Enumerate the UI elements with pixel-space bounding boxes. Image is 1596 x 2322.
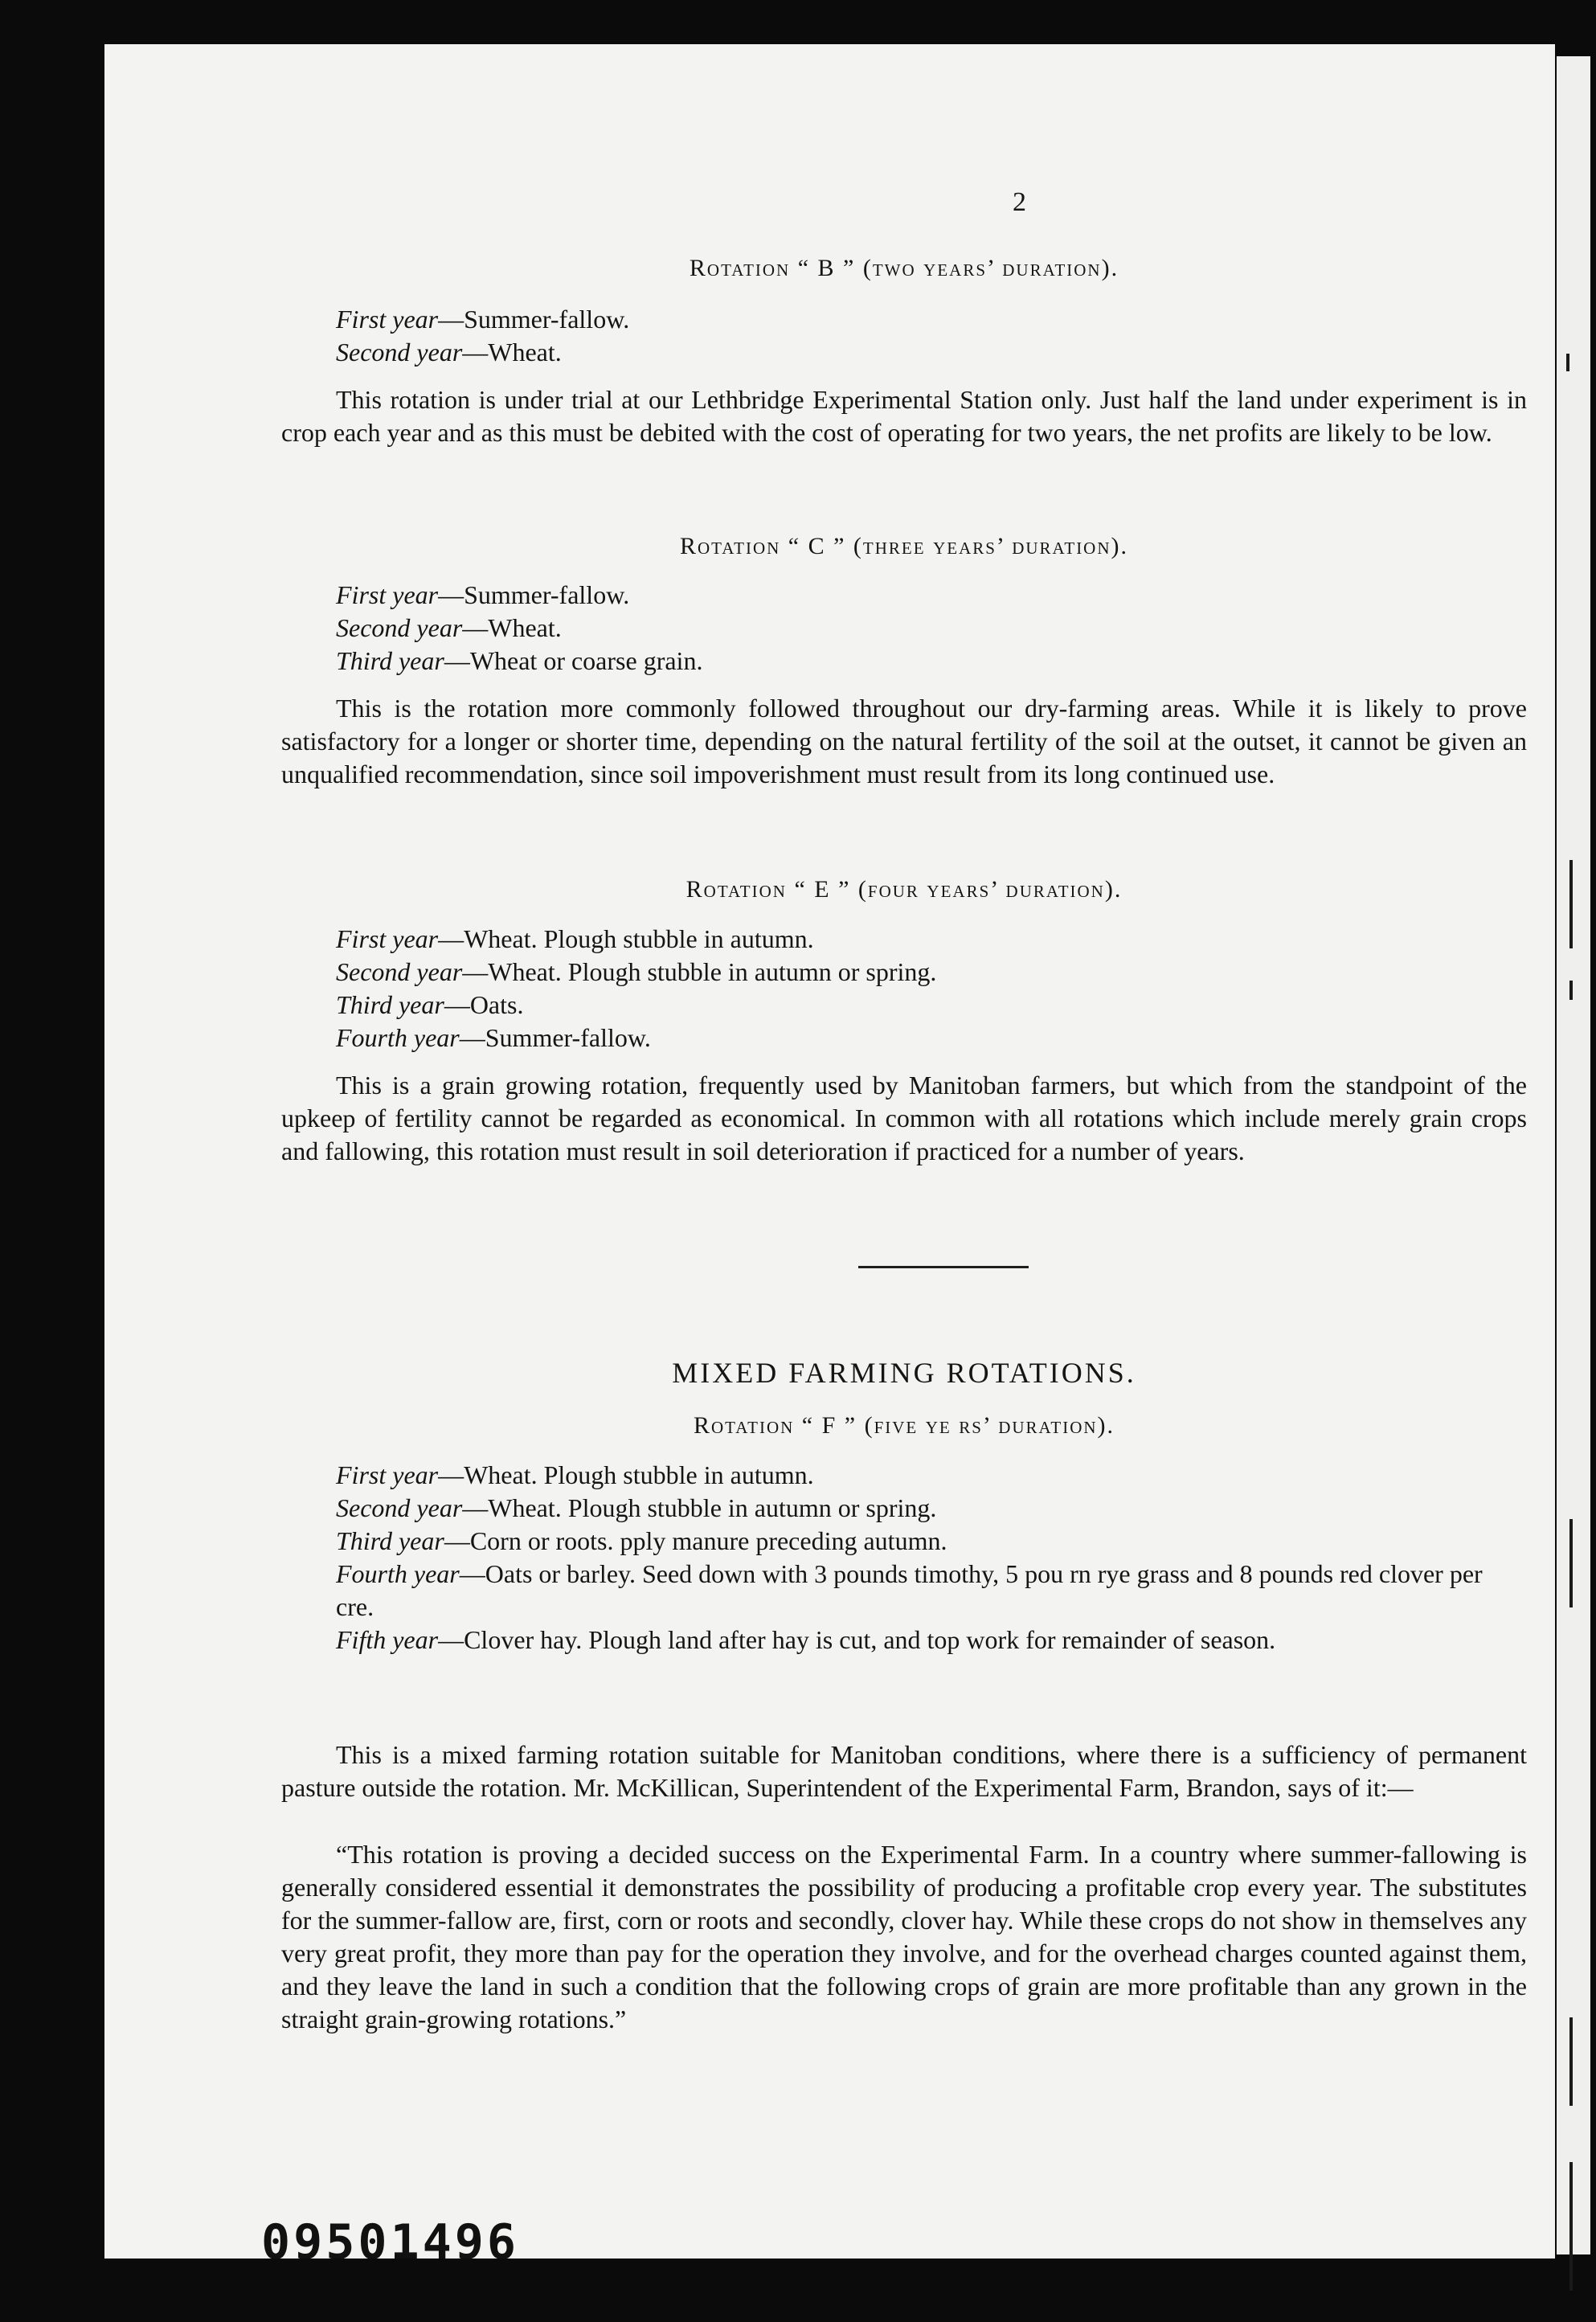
- list-item: Third year—Wheat or coarse grain.: [336, 646, 703, 675]
- edge-mark: [1569, 981, 1573, 1000]
- list-item: First year—Summer-fallow.: [336, 580, 630, 609]
- list-item: Second year—Wheat.: [336, 613, 562, 642]
- rotation-b-heading: Rotation “ B ” (two years’ duration).: [689, 255, 1119, 281]
- adjacent-page-edge: [1557, 56, 1590, 2254]
- rotation-f-quote: “This rotation is proving a decided success on the Experimental Farm. In a country where summer-fallowing is generally considered essential it demonstrates the possibility of producing a profitable crop every year. The substitutes for the summer-fallow are, first, corn or roots and secondly, clover hay. While these crops do not show in themselves any very great profit, they more than pay for the operation they involve, and for the overhead charges counted against them, and they leave the land in such a condition that the following crops of grain are more profitable than any grown in the straight grain-growing rotations.”: [281, 1840, 1527, 2033]
- rotation-b-list: [336, 303, 1525, 369]
- edge-mark: [1566, 354, 1569, 371]
- rotation-f-list: [336, 1459, 1525, 1657]
- edge-mark: [1569, 2162, 1573, 2291]
- list-item: First year—Wheat. Plough stubble in autumn.: [336, 1460, 814, 1489]
- list-item: Fourth year—Summer-fallow.: [336, 1023, 651, 1052]
- rotation-e-list: [336, 923, 1525, 1055]
- rotation-f-heading: Rotation “ F ” (five ye rs’ duration).: [693, 1412, 1115, 1439]
- rotation-c-list: [336, 579, 1525, 678]
- list-item: Second year—Wheat.: [336, 338, 562, 367]
- mixed-farming-title: MIXED FARMING ROTATIONS.: [672, 1357, 1136, 1389]
- list-item: Second year—Wheat. Plough stubble in autumn or spring.: [336, 957, 937, 986]
- page-number: 2: [1013, 187, 1026, 217]
- list-item: Fifth year—Clover hay. Plough land after hay is cut, and top work for remainder of season.: [336, 1625, 1276, 1654]
- rotation-f-paragraph: This is a mixed farming rotation suitable for Manitoban conditions, where there is a sufficiency of permanent pasture outside the rotation. Mr. McKillican, Superintendent of the Experimental Farm, Brandon, says of it:—: [281, 1740, 1527, 1802]
- edge-mark: [1569, 2017, 1573, 2106]
- list-item: First year—Wheat. Plough stubble in autumn.: [336, 924, 814, 953]
- list-item: Fourth year—Oats or barley. Seed down with 3 pounds timothy, 5 pou rn rye grass and 8 pounds red clover per cre.: [336, 1559, 1483, 1621]
- rotation-c-paragraph: This is the rotation more commonly followed throughout our dry-farming areas. While it is likely to prove satisfactory for a longer or shorter time, depending on the natural fertility of the soil at the outset, it cannot be given an unqualified recommendation, since soil impoverishment must result from its long continued use.: [281, 694, 1527, 788]
- rotation-e-heading: Rotation “ E ” (four years’ duration).: [685, 876, 1123, 903]
- edge-mark: [1569, 860, 1573, 948]
- document-stamp: 09501496: [261, 2214, 519, 2259]
- section-divider: [858, 1266, 1029, 1268]
- list-item: Third year—Oats.: [336, 990, 524, 1019]
- rotation-e-paragraph: This is a grain growing rotation, frequently used by Manitoban farmers, but which from the standpoint of the upkeep of fertility cannot be regarded as economical. In common with all rotations which include merely grain crops and fallowing, this rotation must result in soil deterioration if practiced for a number of years.: [281, 1071, 1527, 1165]
- document-page: [104, 44, 1555, 2259]
- list-item: Second year—Wheat. Plough stubble in autumn or spring.: [336, 1493, 937, 1522]
- rotation-c-heading: Rotation “ C ” (three years’ duration).: [679, 533, 1129, 559]
- list-item: First year—Summer-fallow.: [336, 305, 630, 334]
- list-item: Third year—Corn or roots. pply manure preceding autumn.: [336, 1526, 947, 1555]
- edge-mark: [1569, 1519, 1573, 1607]
- rotation-b-paragraph: This rotation is under trial at our Lethbridge Experimental Station only. Just half the land under experiment is in crop each year and as this must be debited with the cost of operating for two years, the net profits are likely to be low.: [281, 385, 1527, 447]
